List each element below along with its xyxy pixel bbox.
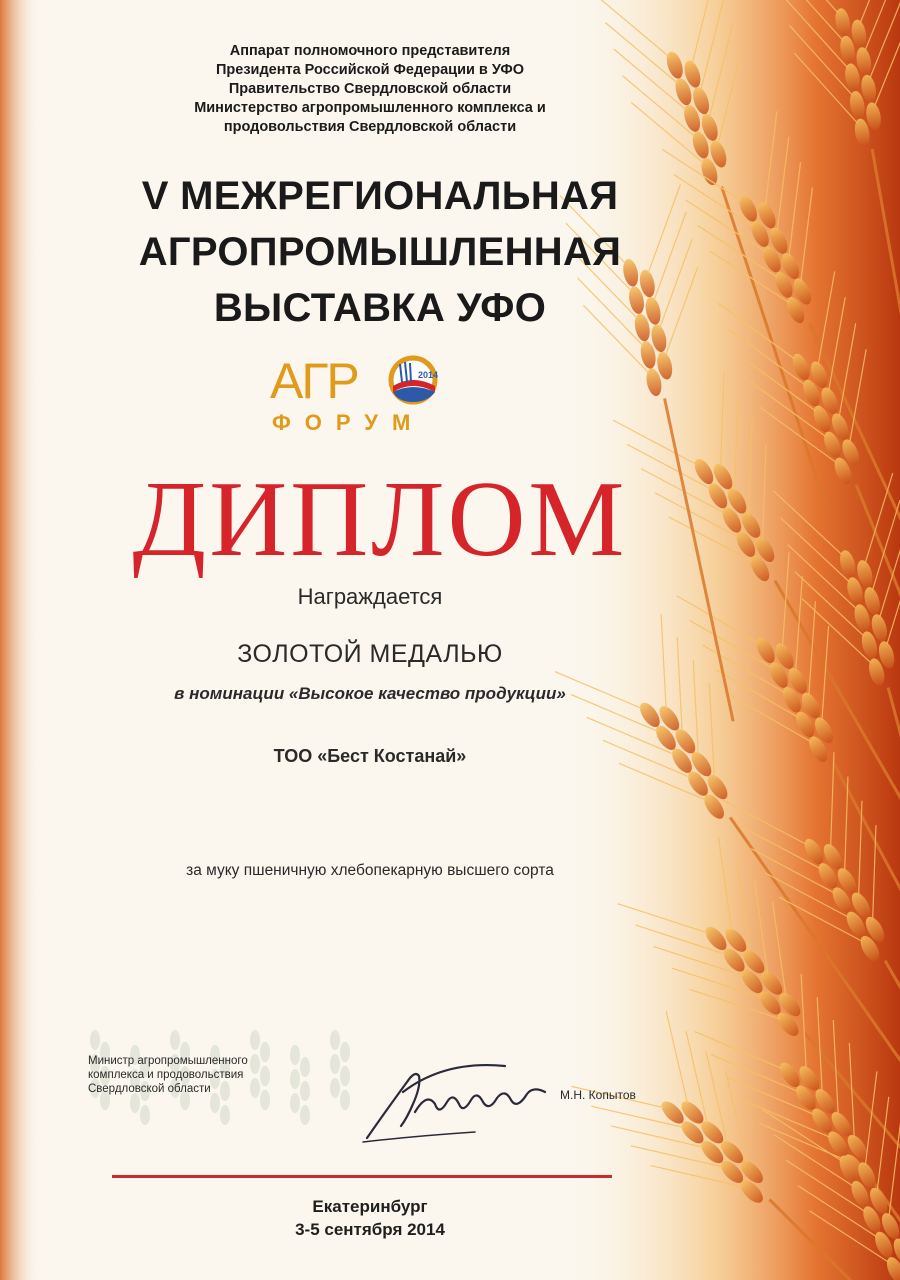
company-name: ТОО «Бест Костанай»: [273, 746, 467, 766]
issuer-line: Аппарат полномочного представителя: [229, 43, 511, 59]
awarded-label: Награждается: [297, 584, 443, 609]
heading-line: АГРОПРОМЫШЛЕННАЯ: [138, 230, 622, 274]
handwritten-signature-icon: [355, 1052, 555, 1148]
signer-title-line: Свердловской области: [88, 1083, 211, 1095]
svg-text:АГР: АГР: [270, 353, 358, 409]
medal-label: ЗОЛОТОЙ МЕДАЛЬЮ: [237, 640, 503, 668]
issuer-organizations: [110, 42, 630, 137]
heading-line: V МЕЖРЕГИОНАЛЬНАЯ: [141, 174, 619, 218]
svg-text:2014: 2014: [418, 370, 439, 380]
exhibition-heading: [60, 168, 700, 336]
issuer-line: продовольствия Свердловской области: [223, 119, 517, 135]
nomination-label: в номинации «Высокое качество продукции»: [174, 684, 566, 703]
signer-title: [88, 1054, 308, 1096]
issuer-line: Правительство Свердловской области: [228, 81, 512, 97]
svg-text:ФОРУМ: ФОРУМ: [272, 410, 425, 435]
signer-title-line: Министр агропромышленного: [88, 1055, 248, 1067]
footer-city: Екатеринбург: [312, 1197, 428, 1216]
issuer-line: Президента Российской Федерации в УФО: [215, 62, 524, 78]
footer-divider: [112, 1175, 612, 1178]
heading-line: ВЫСТАВКА УФО: [213, 286, 547, 330]
footer-dates: 3-5 сентября 2014: [295, 1220, 445, 1239]
signer-name: М.Н. Копытов: [560, 1088, 636, 1102]
issuer-line: Министерство агропромышленного комплекса и: [194, 100, 546, 116]
product-description: за муку пшеничную хлебопекарную высшего сорта: [186, 862, 554, 879]
diploma-title: ДИПЛОМ: [132, 460, 628, 579]
signer-title-line: комплекса и продовольствия: [88, 1069, 244, 1081]
agroforum-logo-icon: [268, 352, 458, 436]
